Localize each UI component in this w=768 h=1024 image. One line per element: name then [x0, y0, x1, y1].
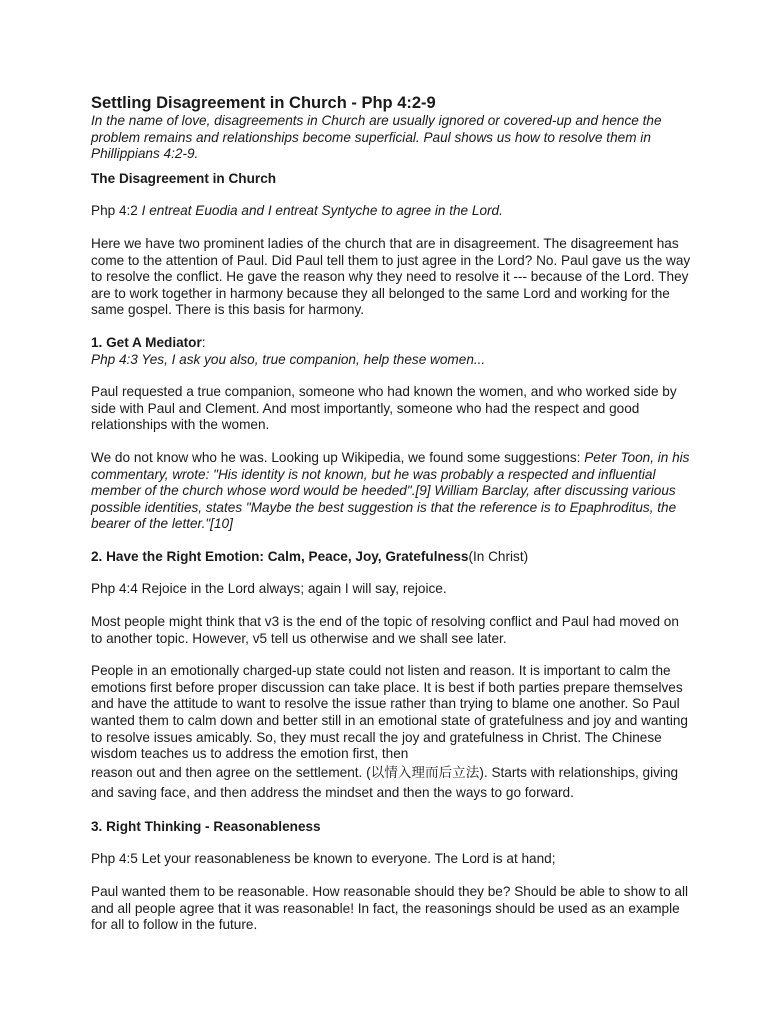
quoted-suggestions: Peter Toon, in his commentary, wrote: "His identity is not known, but he was probably a respected and influential member of the church whose word would be heeded".[9] William Barclay, after discussing various possible identities, states "Maybe the best suggestion is that the reference is to Epaphroditus, the bearer of the letter."[10]	[91, 449, 690, 532]
verse-text: I entreat Euodia and I entreat Syntyche to agree in the Lord.	[141, 203, 503, 219]
heading-colon: :	[201, 334, 206, 350]
section-heading-disagreement: The Disagreement in Church	[91, 170, 277, 186]
verse-php-4-4: Php 4:4 Rejoice in the Lord always; again I will say, rejoice.	[91, 581, 447, 597]
paragraph-text: We do not know who he was. Looking up Wikipedia, we found some suggestions:	[91, 449, 585, 465]
verse-reference: Php 4:2	[91, 203, 142, 219]
section-heading-emotion	[91, 549, 691, 566]
verse-php-4-3: Php 4:3 Yes, I ask you also, true companion, help these women...	[91, 351, 486, 367]
document-subtitle: In the name of love, disagreements in Church are usually ignored or covered-up and hence the problem remains and relationships become superficial. Paul shows us how to resolve them in Phillippians 4:2-9.	[91, 113, 662, 162]
paragraph-emotion-continued: reason out and then agree on the settlement. (以情入理而后立法). Starts with relationships, giving and saving face, and then address the mindset and then the ways to go forward.	[91, 764, 679, 800]
paragraph-v3-v5: Most people might think that v3 is the end of the topic of resolving conflict and Paul had moved on to another topic. However, v5 tell us otherwise and we shall see later.	[91, 614, 679, 646]
document-title: Settling Disagreement in Church - Php 4:2-9	[91, 94, 436, 112]
heading-text: 1. Get A Mediator	[91, 334, 202, 350]
paragraph-disagreement: Here we have two prominent ladies of the church that are in disagreement. The disagreement has come to the attention of Paul. Did Paul tell them to just agree in the Lord? No. Paul gave us the way to resolve the conflict. He gave the reason why they need to resolve it --- because of the Lord. They are to work together in harmony because they all belonged to the same Lord and working for the same gospel. There is this basis for harmony.	[91, 235, 691, 318]
verse-php-4-5: Php 4:5 Let your reasonableness be known to everyone. The Lord is at hand;	[91, 851, 556, 867]
section-heading-mediator	[91, 335, 691, 352]
paragraph-true-companion: Paul requested a true companion, someone who had known the women, and who worked side by side with Paul and Clement. And most importantly, someone who had the respect and good relationships with the women.	[91, 384, 677, 433]
paragraph-emotion: People in an emotionally charged-up state could not listen and reason. It is important to calm the emotions first before proper discussion can take place. It is best if both parties prepare themselves and have the attitude to want to resolve the issue rather than trying to blame one another. So Paul wanted them to calm down and better still in an emotional state of gratefulness and joy and wanting to resolve issues amicably. So, they must recall the joy and gratefulness in Christ. The Chinese wisdom teaches us to address the emotion first, then	[91, 663, 688, 762]
verse-php-4-2	[91, 203, 691, 220]
document-page	[91, 93, 691, 950]
section-heading-reasonableness: 3. Right Thinking - Reasonableness	[91, 818, 321, 834]
heading-suffix: (In Christ)	[468, 548, 529, 564]
heading-text: 2. Have the Right Emotion: Calm, Peace, Joy, Gratefulness	[91, 548, 469, 564]
paragraph-reasonable: Paul wanted them to be reasonable. How reasonable should they be? Should be able to show to all and all people agree that it was reasonable! In fact, the reasonings should be used as an example for all to follow in the future.	[91, 884, 689, 933]
paragraph-wikipedia	[91, 450, 691, 533]
